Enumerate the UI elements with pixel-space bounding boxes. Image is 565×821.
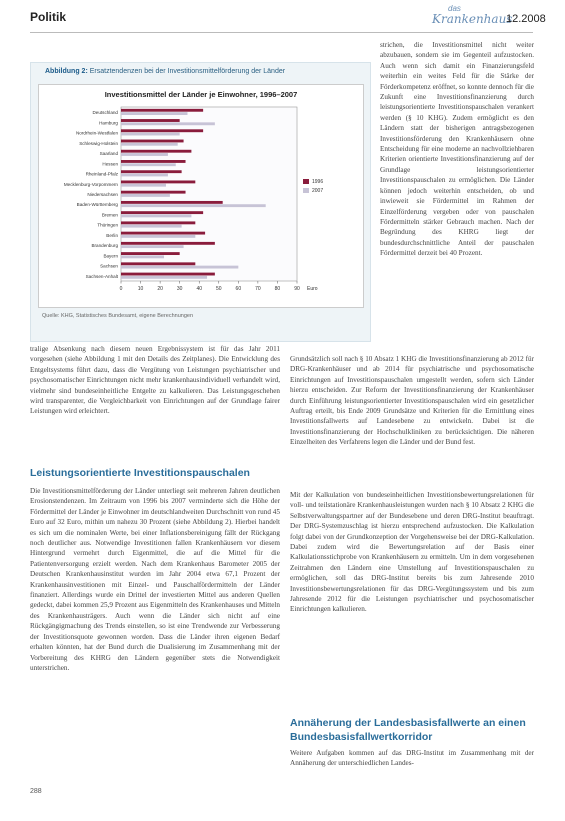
bar-2007 [121, 204, 266, 207]
bar-2007 [121, 225, 182, 228]
bar-2007 [121, 133, 180, 136]
x-tick-label: 40 [196, 286, 203, 292]
bar-1996 [121, 221, 195, 224]
logo-prefix: das [448, 4, 461, 13]
right-heading: Annäherung der Landesbasisfallwerte an einen Bundesbasisfallwertkorridor [290, 717, 526, 743]
legend-swatch-2007 [303, 188, 309, 193]
legend-swatch-1996 [303, 179, 309, 184]
figure-source: Quelle: KHG, Statistisches Bundesamt, eigene Berechnungen [42, 313, 194, 319]
page-number: 288 [30, 788, 42, 795]
category-label: Deutschland [92, 110, 118, 116]
bar-2007 [121, 245, 184, 248]
bar-1996 [121, 252, 180, 255]
bar-2007 [121, 255, 164, 258]
bar-1996 [121, 201, 223, 204]
category-label: Sachsen [100, 263, 118, 269]
category-label: Mecklenburg-Vorpommern [63, 181, 118, 187]
bar-1996 [121, 180, 195, 183]
category-label: Thüringen [97, 222, 118, 228]
bar-2007 [121, 143, 178, 146]
bar-1996 [121, 273, 215, 276]
x-tick-label: 50 [215, 286, 222, 292]
bar-2007 [121, 174, 168, 177]
category-label: Niedersachsen [87, 192, 118, 197]
header-divider [30, 32, 533, 33]
journal-logo: Krankenhaus [432, 12, 513, 26]
bar-2007 [121, 276, 207, 279]
bar-1996 [121, 160, 186, 163]
bar-2007 [121, 112, 187, 115]
bar-2007 [121, 153, 168, 156]
category-label: Bremen [101, 212, 118, 218]
right-paragraph-4: Weitere Aufgaben kommen auf das DRG-Institut im Zusammenhang mit der Annäherung der unterschiedlichen Landes- [290, 749, 534, 768]
left-heading: Leistungsorientierte Investitionspauschalen [30, 467, 250, 479]
category-label: Brandenburg [91, 243, 118, 249]
category-label: Hessen [102, 161, 118, 167]
x-tick-label: 10 [137, 286, 144, 292]
right-paragraph-3: Mit der Kalkulation von bundeseinheitlichen Investitionsbewertungsrelationen für voll- und teilstationäre Krankenhausleistungen wurden nach § 10 Absatz 2 KHG die Selbstverwaltungspartner auf der Bundesebene und deren DRG-Institut beauftragt. Der DRG-Systemzuschlag ist hierzu entsprechend aufzustocken. Die Kalkulation folgt dabei von der Grundkonzeption der Vorgehensweise bei der DRG-Kalkulation. Dabei zudem wird die Bewertungsrelation auf der Basis einer Kalkulationsstichprobe von Krankenhäusern zu ermitteln. Um in dem vorgesehenen Zeitrahmen den Ländern eine Umstellung auf Investitionspauschalen zu ermöglichen, soll das DRG-Institut bereits bis zum Jahresende 2010 Investitionsbewertungsrelationen für das DRG-Vergütungssystem und bis zum Jahresende 2012 für die Leistungen psychiatrischer und psychosomatischer Einrichtungen kalkulieren. [290, 491, 534, 614]
bar-2007 [121, 163, 176, 166]
x-axis-label: Euro [307, 286, 318, 292]
chart-title: Investitionsmittel der Länder je Einwohner, 1996–2007 [104, 90, 298, 99]
bar-2007 [121, 194, 170, 197]
right-paragraph-1: strichen, die Investitionsmittel nicht weiter abzubauen, sondern sie im Gegenteil aufzustocken. Auch wenn sich damit ein Finanzierungsfeld weiterhin ein weites Feld für die Stärke der Förderkompetenz eröffnet, so konnte dennoch für die Zukunft eine Investitionsfinanzierung durch leistungsorientierte Investitionspauschalen verankert werden (§ 10 KHG). Zudem ermöglicht es den Ländern statt der bisherigen antragsbezogenen Investitionsförderung den Krankenhäusern ohne Entscheidung für eine moderne an nachvollziehbaren Kriterien orientierte Investitionsfinanzierung auf der Grundlage leistungsorientierter Investitionspauschalen zu ermöglichen. Die Länder können jedoch weiterhin entscheiden, ob und inwieweit sie Fördermittel im Rahmen der Einzelförderung vergeben oder von pauschalen Fördermitteln stärker Gebrauch machen. Nach der Begründung des KHRG liegt der bundesdurchschnittliche Anteil der pauschalen Fördermittel derzeit bei 40 Prozent. [380, 41, 534, 258]
legend-label: 2007 [312, 188, 324, 194]
issue-date: 12.2008 [506, 13, 546, 25]
right-paragraph-2: Grundsätzlich soll nach § 10 Absatz 1 KHG die Investitionsfinanzierung ab 2012 für DRG-Krankenhäuser und ab 2014 für psychiatrische und psychosomatische Einrichtungen auf Investitionspauschalen umgestellt werden, sofern sich Länder hierzu entscheiden. Zur Reform der Investitionsfinanzierung der Krankenhäuser durch Einführung leistungsorientierter Investitionspauschalen wird ein gesetzlicher Auftrag erteilt, bis Ende 2009 Grundsätze und Kriterien für die Ermittlung eines Investitionsfallwerts auf Landesebene zu entwickeln. Dabei ist die Investitionsfinanzierung der Hochschulkliniken zu berücksichtigen. Die näheren Einzelheiten des Verfahrens legen die Länder und der Bund fest. [290, 355, 534, 447]
x-tick-label: 60 [235, 286, 242, 292]
bar-1996 [121, 242, 215, 245]
x-tick-label: 0 [119, 286, 123, 292]
x-tick-label: 20 [157, 286, 163, 292]
category-label: Baden-Württemberg [76, 202, 118, 208]
category-label: Hamburg [99, 120, 118, 126]
bar-2007 [121, 214, 191, 217]
category-label: Nordrhein-Westfalen [75, 130, 118, 136]
left-paragraph-2: Die Investitionsmittelförderung der Länder unterliegt seit mehreren Jahren deutlichen Erosionstendenzen. Im Zeitraum von 1996 bis 2007 verminderte sich die Höhe der Fördermittel der Länder je Einwohner im deutschlandweiten Durchschnitt von rund 45 Euro auf 32 Euro, mithin um nahezu 30 Prozent (siehe Abbildung 2). Hierbei handelt es sich um die nominalen Werte, bei einer Inflationsbereinigung fällt der Rückgang noch deutlicher aus. Notwendige Investitionen fallen Krankenhäusern vor diesem Hintergrund vermehrt durch Eigenmittel, die auf die Mittel für die Patientenversorgung erzielt werden. Nach dem Krankenhaus Barometer 2005 der Deutschen Krankenhausinstitut wurden im Jahr 2004 etwa 67,1 Prozent der Krankenhausinvestitionen mit Einzel- und Pauschalfördermitteln der Länder finanziert. Allerdings wurde ein Drittel der investierten Mittel aus anderen Quellen gedeckt, dabei kommen 25,9 Prozent aus Eigenmitteln des Krankenhauses und Mitteln des Krankenhausträgers. Auch wenn die Länder sich nicht auf eine Rückgängigmachung des Trends einstellen, so ist eine Trendwende zur Verbesserung der Investitionsquote gewonnen worden. Dass die Länder ihren eigenen Bedarf erhalten könnten, hat der Bund durch die Dualisierung im Zusammenhang mit der Vorbereitung des KHRG den Ländern gegenüber stets die Notwendigkeit unterstrichen. [30, 487, 280, 672]
bar-1996 [121, 140, 184, 143]
bar-2007 [121, 122, 215, 125]
x-tick-label: 90 [294, 286, 300, 292]
category-label: Schleswig-Holstein [79, 140, 118, 146]
bar-1996 [121, 129, 203, 132]
x-tick-label: 80 [274, 286, 281, 292]
figure-caption-label: Abbildung 2: [45, 68, 88, 75]
x-tick-label: 70 [255, 286, 261, 292]
left-paragraph-1: tralige Absenkung nach diesem neuen Ergebnissystem ist für das Jahr 2011 vorgesehen (siehe Abbildung 1 mit den Details des Zeitplanes). Die Entwicklung des Entgeltsystems führt dazu, dass die Vergütung von Leistungen psychiatrischer und psychosomatischer Einrichtungen nicht mehr krankenhausindividuell verhandelt wird, vielmehr sind bundeseinheitliche Entgelte zu kalkulieren. Das Leistungsgeschehen wird transparenter, die Vergleichbarkeit von Einrichtungen auf der Grundlage fairer Leistungen wird erleichtert. [30, 345, 280, 416]
bar-1996 [121, 109, 203, 112]
bar-1996 [121, 170, 182, 173]
category-label: Saarland [99, 151, 118, 157]
section-label: Politik [30, 10, 67, 24]
bar-1996 [121, 211, 203, 214]
bar-2007 [121, 184, 166, 187]
x-tick-label: 30 [176, 286, 183, 292]
page-header [0, 0, 565, 40]
bar-1996 [121, 150, 191, 153]
bar-1996 [121, 119, 180, 122]
category-label: Sachsen-Anhalt [85, 273, 118, 279]
bar-1996 [121, 232, 205, 235]
category-label: Bayern [103, 253, 118, 259]
bar-1996 [121, 262, 195, 265]
bar-2007 [121, 266, 238, 269]
bar-chart [39, 85, 363, 307]
bar-1996 [121, 191, 186, 194]
legend-label: 1996 [312, 179, 324, 185]
category-label: Rheinland-Pfalz [85, 171, 118, 177]
bar-2007 [121, 235, 195, 238]
figure-caption [45, 68, 365, 75]
figure-caption-text: Ersatztendenzen bei der Investitionsmittelförderung der Länder [89, 68, 286, 75]
chart-container [38, 84, 364, 308]
category-label: Berlin [106, 232, 118, 238]
